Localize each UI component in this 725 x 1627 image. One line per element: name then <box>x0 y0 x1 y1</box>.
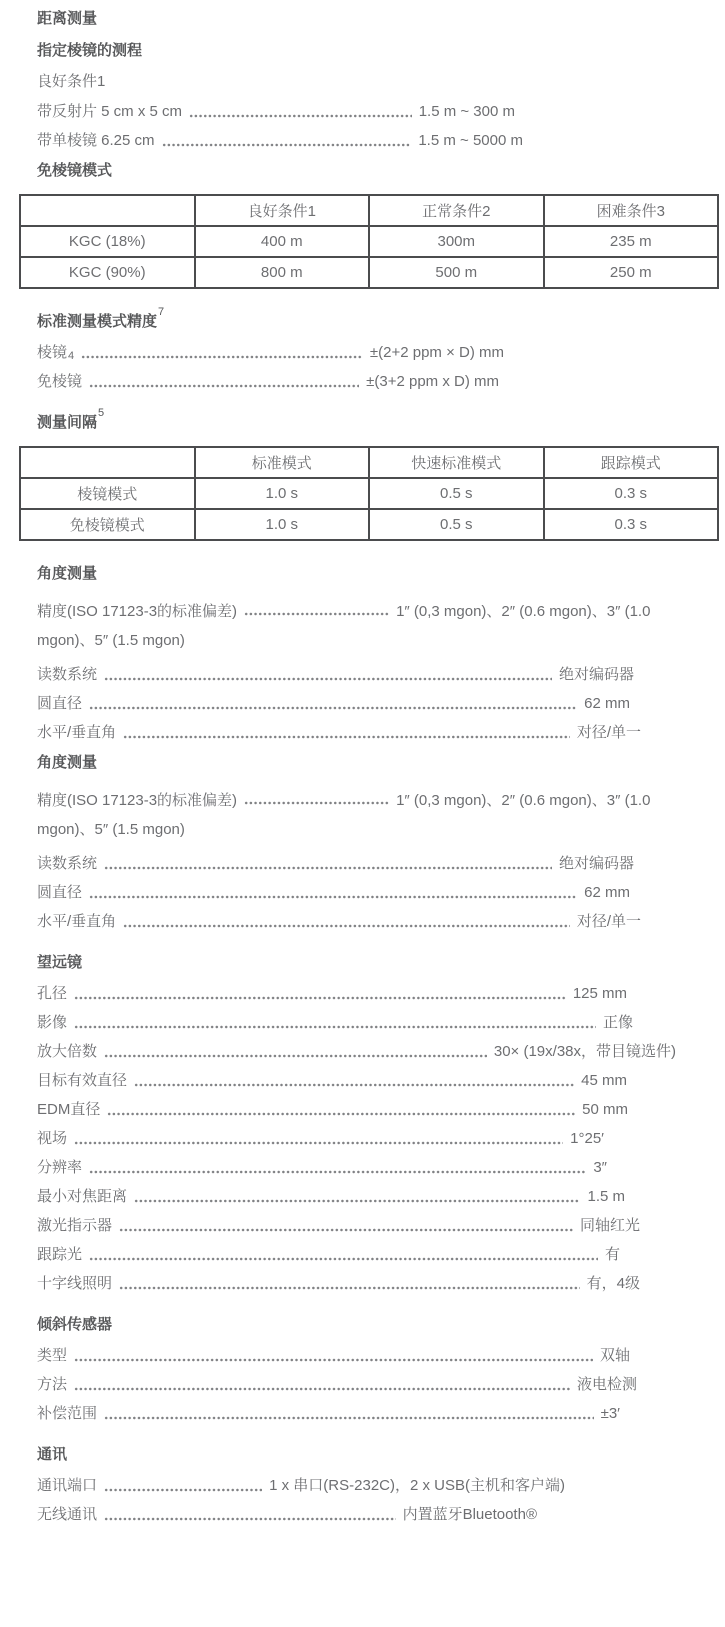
spec-line: 棱镜 $^4$ ±(2+2 ppm × D) mm <box>37 344 504 362</box>
spec-value: 1.5 m ~ 300 m <box>418 103 515 120</box>
spec-value: 绝对编码器 <box>558 666 634 683</box>
table-row <box>20 257 718 288</box>
spec-value: 45 mm <box>581 1072 627 1089</box>
section-heading <box>37 10 725 28</box>
spec-value: 正像 <box>602 1014 633 1031</box>
spec-line <box>37 696 630 712</box>
dotted-leader <box>81 355 363 359</box>
spec-line <box>37 667 634 683</box>
spec-value: 1″ (0,3 mgon)、2″ (0.6 mgon)、3″ (1.0 mgon)、5″ (1.5 mgon) <box>37 792 651 838</box>
spec-line <box>37 1218 640 1234</box>
section-heading <box>37 162 725 180</box>
section-heading-text: 角度测量 <box>37 754 98 771</box>
spec-table-table1 <box>19 194 719 289</box>
table-cell: KGC (18%) <box>20 226 195 257</box>
section-heading <box>37 954 725 972</box>
table-header-cell: 标准模式 <box>195 447 370 478</box>
table-cell: 250 m <box>544 257 719 288</box>
spec-line <box>37 133 523 149</box>
spec-label: 方法 <box>37 1376 68 1393</box>
dotted-leader <box>134 1083 574 1087</box>
spec-label: 无线通讯 <box>37 1506 98 1523</box>
dotted-leader <box>123 924 570 928</box>
spec-label: 孔径 <box>37 985 68 1002</box>
heading-footnote-superscript: 5 <box>98 407 105 419</box>
spec-label: 分辨率 <box>37 1159 83 1176</box>
dotted-leader <box>119 1286 580 1290</box>
spec-line <box>37 1015 633 1031</box>
section-heading-text: 通讯 <box>37 1446 68 1463</box>
spec-value: 62 mm <box>584 695 630 712</box>
table-header-row <box>20 195 718 226</box>
spec-label: 类型 <box>37 1347 68 1364</box>
spec-value: 3″ <box>593 1159 607 1176</box>
spec-line-wrapping <box>37 786 689 844</box>
spec-label: 读数系统 <box>37 855 98 872</box>
spec-line <box>37 1478 565 1494</box>
dotted-leader <box>89 384 359 388</box>
dotted-leader <box>104 677 552 681</box>
spec-label: 读数系统 <box>37 666 98 683</box>
spec-line <box>37 914 641 930</box>
spec-value: 液电检测 <box>576 1376 637 1393</box>
dotted-leader <box>244 612 389 616</box>
dotted-leader <box>89 706 577 710</box>
spec-line <box>37 725 641 741</box>
section-heading <box>37 754 725 772</box>
table-header-cell: 跟踪模式 <box>544 447 719 478</box>
table-cell: 1.0 s <box>195 509 370 540</box>
spec-value: 内置蓝牙Bluetooth® <box>402 1506 537 1523</box>
section-heading-text: 距离测量 <box>37 10 98 27</box>
spec-label: 精度(ISO 17123-3的标准偏差) <box>37 792 238 809</box>
spec-line <box>37 1102 628 1118</box>
spec-line <box>37 1406 620 1422</box>
spec-value: 62 mm <box>584 884 630 901</box>
spec-value: 1″ (0,3 mgon)、2″ (0.6 mgon)、3″ (1.0 mgon)、5″ (1.5 mgon) <box>37 603 651 649</box>
spec-line <box>37 1377 637 1393</box>
spec-label: 免棱镜 <box>37 373 83 390</box>
spec-value: 30× (19x/38x，带目镜选件) <box>493 1043 676 1060</box>
table-cell: 400 m <box>195 226 370 257</box>
table-cell: 棱镜模式 <box>20 478 195 509</box>
dotted-leader <box>74 1387 570 1391</box>
spec-value: 双轴 <box>599 1347 630 1364</box>
dotted-leader <box>244 801 389 805</box>
dotted-leader <box>107 1112 575 1116</box>
heading-footnote-superscript: 7 <box>158 306 165 318</box>
spec-label: 圆直径 <box>37 695 83 712</box>
spec-label: 激光指示器 <box>37 1217 113 1234</box>
spec-label: 水平/垂直角 <box>37 724 117 741</box>
spec-label: 放大倍数 <box>37 1043 98 1060</box>
spec-value: 1 x 串口(RS-232C)，2 x USB(主机和客户端) <box>269 1477 565 1494</box>
table-header-cell: 正常条件2 <box>369 195 544 226</box>
table-cell: 0.3 s <box>544 509 719 540</box>
section-heading-text: 测量间隔 <box>37 414 98 431</box>
spec-value: 对径/单一 <box>576 724 641 741</box>
spec-label: 带单棱镜 6.25 cm <box>37 132 155 149</box>
table-cell: 0.5 s <box>369 478 544 509</box>
dotted-leader <box>162 143 412 147</box>
spec-value: 125 mm <box>572 985 627 1002</box>
table-cell: 500 m <box>369 257 544 288</box>
spec-label: 水平/垂直角 <box>37 913 117 930</box>
spec-line <box>37 1131 604 1147</box>
table-header-cell <box>20 195 195 226</box>
table-header-cell: 困难条件3 <box>544 195 719 226</box>
spec-value: ±(3+2 ppm x D) mm <box>366 373 499 390</box>
spec-line <box>37 1507 537 1523</box>
spec-value: 对径/单一 <box>576 913 641 930</box>
spec-line <box>37 986 627 1002</box>
section-heading <box>37 42 725 60</box>
table-cell: KGC (90%) <box>20 257 195 288</box>
dotted-leader <box>89 1170 586 1174</box>
spec-value: ±(2+2 ppm × D) mm <box>369 344 504 361</box>
spec-value: 有 <box>604 1246 620 1263</box>
section-heading <box>37 407 725 432</box>
table-row <box>20 509 718 540</box>
spec-label: 补偿范围 <box>37 1405 98 1422</box>
spec-line <box>37 374 499 390</box>
table-cell: 免棱镜模式 <box>20 509 195 540</box>
spec-line-wrapping <box>37 597 689 655</box>
section-heading-text: 免棱镜模式 <box>37 162 113 179</box>
dotted-leader <box>89 895 577 899</box>
spec-value: 1.5 m <box>587 1188 625 1205</box>
table-cell: 300m <box>369 226 544 257</box>
table-header-cell: 快速标准模式 <box>369 447 544 478</box>
section-heading <box>37 1446 725 1464</box>
spec-line <box>37 1348 630 1364</box>
section-heading-text: 倾斜传感器 <box>37 1316 113 1333</box>
spec-label: 视场 <box>37 1130 68 1147</box>
table-header-cell: 良好条件1 <box>195 195 370 226</box>
dotted-leader <box>74 1358 593 1362</box>
spec-label: EDM直径 <box>37 1101 101 1118</box>
section-heading-text: 标准测量模式精度 <box>37 313 158 330</box>
table-cell: 0.3 s <box>544 478 719 509</box>
spec-line <box>37 885 630 901</box>
section-heading <box>37 1316 725 1334</box>
spec-line <box>37 856 634 872</box>
spec-label: 影像 <box>37 1014 68 1031</box>
dotted-leader <box>104 1517 396 1521</box>
table-cell: 235 m <box>544 226 719 257</box>
spec-line <box>37 104 515 120</box>
section-heading-text: 望远镜 <box>37 954 83 971</box>
spec-label: 跟踪光 <box>37 1246 83 1263</box>
spec-line <box>37 1276 640 1292</box>
spec-value: 1°25′ <box>570 1130 604 1147</box>
spec-value: ±3′ <box>600 1405 620 1422</box>
body-text: 良好条件1 <box>37 73 106 90</box>
dotted-leader <box>123 735 570 739</box>
dotted-leader <box>89 1257 598 1261</box>
spec-value: 绝对编码器 <box>558 855 634 872</box>
spec-label: 目标有效直径 <box>37 1072 128 1089</box>
table-header-row <box>20 447 718 478</box>
section-heading-text: 角度测量 <box>37 565 98 582</box>
table-cell: 0.5 s <box>369 509 544 540</box>
section-heading-text: 指定棱镜的测程 <box>37 42 143 59</box>
spec-label: 最小对焦距离 <box>37 1188 128 1205</box>
dotted-leader <box>104 1488 262 1492</box>
dotted-leader <box>104 1054 487 1058</box>
spec-label: 精度(ISO 17123-3的标准偏差) <box>37 603 238 620</box>
dotted-leader <box>74 1141 563 1145</box>
spec-line <box>37 1044 676 1060</box>
dotted-leader <box>74 996 566 1000</box>
dotted-leader <box>104 866 552 870</box>
section-heading <box>37 306 725 331</box>
spec-label: 带反射片 5 cm x 5 cm <box>37 103 183 120</box>
table-row <box>20 478 718 509</box>
dotted-leader <box>134 1199 580 1203</box>
spec-label: 棱镜 <box>37 344 68 361</box>
spec-line <box>37 1189 625 1205</box>
spec-table-table2 <box>19 446 719 541</box>
table-cell: 800 m <box>195 257 370 288</box>
spec-label: 十字线照明 <box>37 1275 113 1292</box>
section-heading <box>37 565 725 583</box>
dotted-leader <box>119 1228 573 1232</box>
spec-line <box>37 1073 627 1089</box>
table-header-cell <box>20 447 195 478</box>
table-cell: 1.0 s <box>195 478 370 509</box>
spec-value: 1.5 m ~ 5000 m <box>418 132 523 149</box>
dotted-leader <box>74 1025 596 1029</box>
dotted-leader <box>189 114 412 118</box>
spec-value: 有，4级 <box>586 1275 640 1292</box>
dotted-leader <box>104 1416 594 1420</box>
spec-label: 圆直径 <box>37 884 83 901</box>
spec-line <box>37 1160 607 1176</box>
table-row <box>20 226 718 257</box>
spec-value: 50 mm <box>582 1101 628 1118</box>
spec-label: 通讯端口 <box>37 1477 98 1494</box>
spec-value: 同轴红光 <box>579 1217 640 1234</box>
spec-line <box>37 1247 620 1263</box>
